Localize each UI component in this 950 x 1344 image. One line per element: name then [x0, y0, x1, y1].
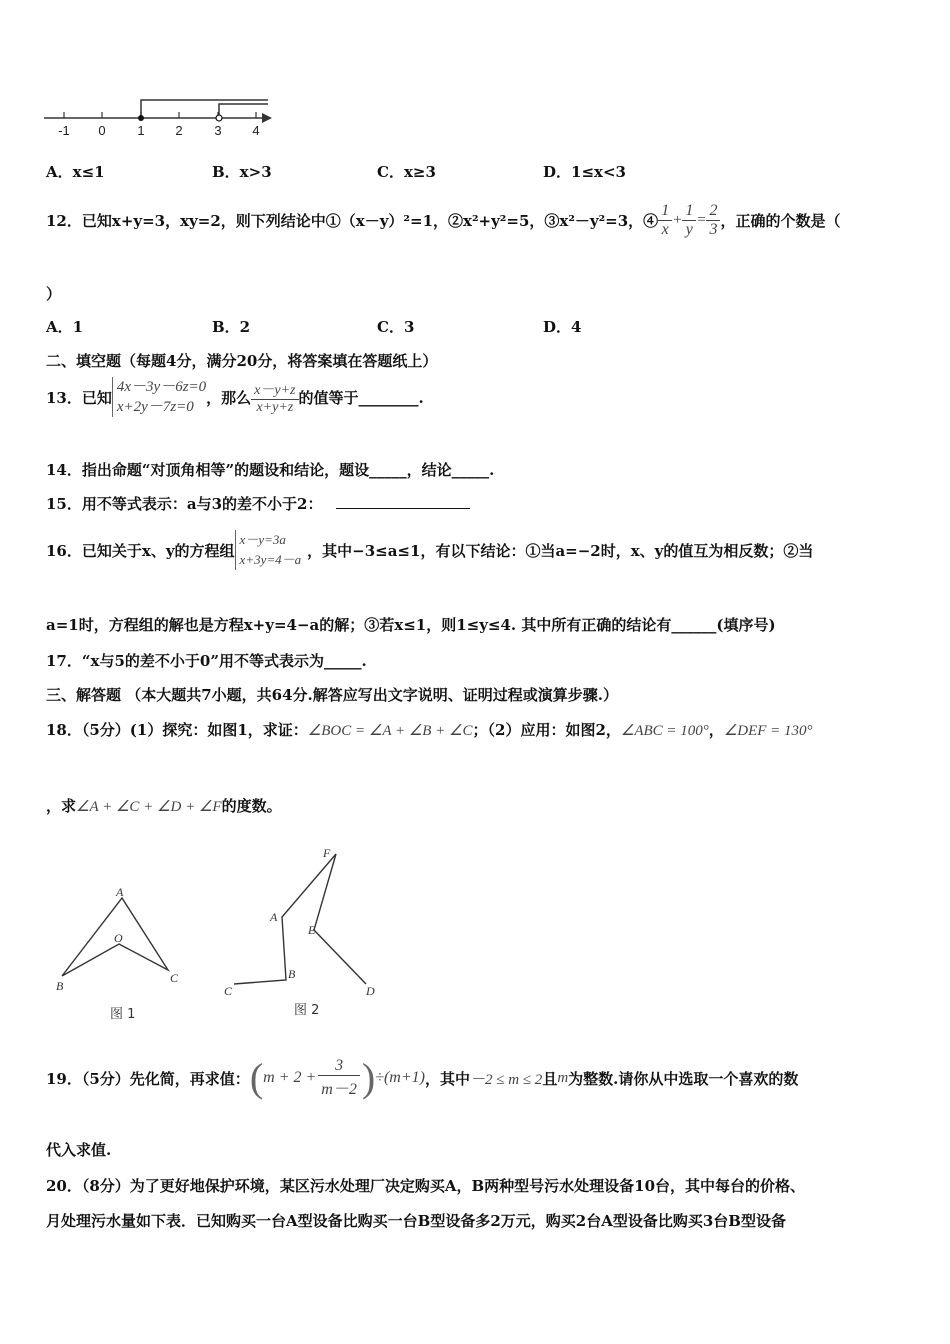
q12-fraction-23: $\frac{2}{3}$ [706, 202, 720, 239]
tick-label: -1 [58, 123, 70, 138]
fig1-label-o: O [114, 931, 123, 945]
question-12: 12．已知 x+y=3，xy=2，则下列结论中①（x－y）²=1，②x²+y²=5，③x²－y²=3，④ $\frac{1}{x}$ + $\frac{1}{y}$ = $\frac{2}{3}$ ，正确的个数是（ [46, 201, 841, 238]
question-18: 18．（5分）(1）探究：如图1，求证：∠BOC = ∠A + ∠B + ∠C；（2）应用：如图2，∠ABC = 100°，∠DEF = 130° [46, 721, 813, 739]
section-2-heading: 二、填空题（每题4分，满分20分，将答案填在答题纸上） [46, 352, 438, 370]
fig2-label-a: A [270, 910, 278, 924]
q16-equation-system [235, 530, 302, 570]
q19-prefix: 19．（5分）先化简，再求值： [46, 1069, 250, 1088]
q13-mid: ，那么 [206, 388, 252, 407]
q19-suffix: 为整数.请你从中选取一个喜欢的数 [568, 1069, 799, 1088]
q12-condition: x+y=3，xy=2，则下列结论中①（x－y）²=1，②x²+y²=5，③x²－y²=3，④ [111, 211, 659, 230]
tick-label: 1 [137, 123, 145, 138]
q18-line-2: ，求∠A + ∠C + ∠D + ∠F的度数。 [46, 797, 282, 815]
q16-eq2: x+3y=4－a [239, 552, 302, 567]
q13-suffix: 的值等于________. [298, 388, 424, 407]
question-13 [46, 372, 424, 422]
q13-prefix: 13．已知 [46, 388, 112, 407]
fig2-label-f: F [323, 846, 331, 860]
figure-2 [220, 842, 390, 1028]
fig1-label-a: A [116, 885, 124, 899]
q12-option-b: B．2 [212, 318, 251, 336]
q13-fraction: $\frac{x-y+z}{x+y+z}$ [251, 379, 298, 416]
q12-close-paren: ） [46, 285, 62, 303]
fig1-label-b: B [56, 979, 64, 993]
q12-prefix: 12．已知 [46, 211, 112, 230]
q13-eq1: 4x－3y－6z=0 [116, 379, 207, 395]
q18-eq-abc: ∠ABC = 100° [620, 723, 709, 739]
q18-eq-boc: ∠BOC = ∠A + ∠B + ∠C [307, 723, 473, 739]
section-3-heading: 三、解答题 （本大题共7小题，共64分.解答应写出文字说明、证明过程或演算步骤.） [46, 686, 618, 704]
q11-option-b: B．x>3 [212, 163, 272, 181]
q12-option-d: D．4 [543, 318, 582, 336]
q12-fraction-1y: $\frac{1}{y}$ [682, 202, 696, 239]
q20-line-2: 月处理污水量如下表．已知购买一台A型设备比购买一台B型设备多2万元，购买2台A型设备比购买3台B型设备 [46, 1212, 786, 1230]
q20-line-1: 20．（8分）为了更好地保护环境，某区污水处理厂决定购买A，B两种型号污水处理设备10台，其中每台的价格、 [46, 1177, 806, 1195]
fig1-label-c: C [170, 971, 179, 985]
fig2-label-d: D [366, 984, 375, 998]
q19-line-2: 代入求值. [46, 1141, 112, 1159]
q15-blank[interactable] [336, 508, 470, 509]
question-14: 14．指出命题“对顶角相等”的题设和结论，题设_____，结论_____. [46, 461, 495, 479]
fig2-label-e: E [308, 923, 316, 937]
question-19: 19．（5分）先化简，再求值： ( m + 2 + $\frac{3}{m-2}$ ) ÷(m+1) ，其中 －2 ≤ m ≤ 2 且 m 为整数.请你从中选取一个喜欢的数 [46, 1055, 799, 1100]
tick-label: 2 [175, 123, 183, 138]
q16-prefix: 16．已知关于x、y的方程组 [46, 541, 235, 560]
fig2-label-c: C [224, 984, 233, 998]
q11-option-a: A．x≤1 [46, 163, 105, 181]
q19-expression: ( m + 2 + $\frac{3}{m-2}$ ) ÷(m+1) [249, 1055, 425, 1100]
q16-line-2: a=1时，方程组的解也是方程x+y=4−a的解；③若x≤1，则1≤y≤4. 其中所有正确的结论有______(填序号) [46, 616, 776, 634]
question-17: 17．“x与5的差不小于0”用不等式表示为_____. [46, 652, 367, 670]
q12-suffix: ，正确的个数是（ [720, 211, 841, 230]
q19-range: －2 ≤ m ≤ 2 [470, 1071, 543, 1088]
number-line [40, 92, 280, 140]
q16-eq1: x－y=3a [239, 532, 286, 547]
q12-fraction-1x: $\frac{1}{x}$ [658, 202, 672, 239]
q11-option-d: D．1≤x<3 [543, 163, 626, 181]
q18-eq-def: ∠DEF = 130° [723, 723, 813, 739]
q16-suffix: ，其中−3≤a≤1，有以下结论：①当a=−2时，x、y的值互为相反数；②当 [307, 541, 814, 560]
q18-eq-sum: ∠A + ∠C + ∠D + ∠F [76, 799, 222, 815]
question-16 [46, 528, 813, 572]
tick-label: 3 [214, 123, 222, 138]
q13-eq2: x+2y－7z=0 [116, 399, 194, 415]
fig1-caption: 图 1 [110, 1007, 136, 1022]
fig2-caption: 图 2 [294, 1003, 320, 1018]
q11-option-c: C．x≥3 [377, 163, 436, 181]
q12-option-a: A．1 [46, 318, 84, 336]
q19-mid: ，其中 [424, 1069, 470, 1088]
q13-equation-system [112, 377, 206, 417]
tick-label: 4 [252, 123, 260, 138]
question-15: 15．用不等式表示：a与3的差不小于2： [46, 493, 470, 514]
figure-1 [50, 878, 200, 1028]
fig2-label-b: B [288, 967, 296, 981]
tick-label: 0 [98, 123, 106, 138]
q12-option-c: C．3 [377, 318, 415, 336]
